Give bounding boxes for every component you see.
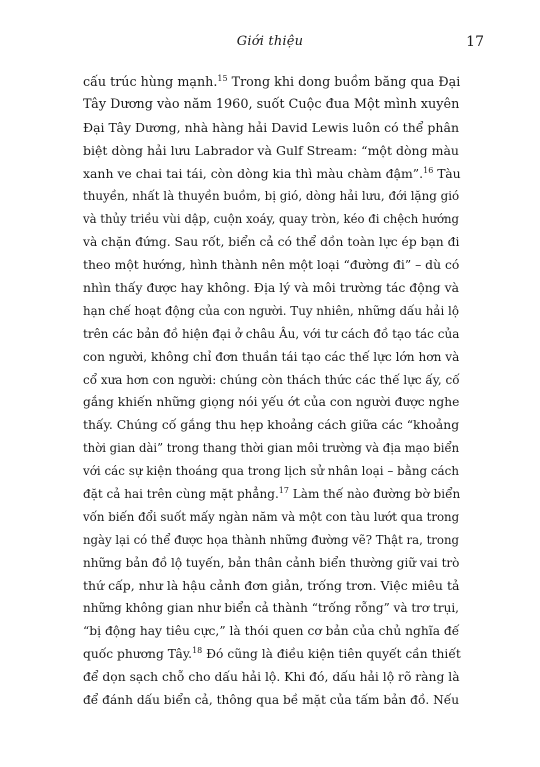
text-line-main: và chặn đứng. Sau rốt, biển cả có thể dồn toàn lực ép bạn đi <box>83 235 460 250</box>
body-text <box>83 71 459 712</box>
text-line <box>83 163 459 186</box>
text-line <box>83 94 459 117</box>
text-line <box>83 552 459 575</box>
text-line-main: vốn biến đổi suốt mấy ngàn năm và một con tàu lướt qua trong <box>83 509 460 524</box>
footnote-ref: 18 <box>192 646 203 656</box>
text-line <box>83 529 459 552</box>
chapter-title: Giới thiệu <box>236 34 304 49</box>
text-line <box>83 437 459 460</box>
text-line-main: xanh ve chai tai tái, còn dòng kia thì màu chàm đậm”. <box>83 165 424 181</box>
text-line-main: theo một hướng, hình thành nên một loại “đường đi” – dù có <box>83 258 460 273</box>
text-line-main: hạn chế hoạt động của con người. Tuy nhiên, những dấu hải lộ <box>83 303 459 318</box>
text-line <box>83 369 459 392</box>
text-line <box>83 185 459 208</box>
text-line-main: ngày lại có thể được họa thành những đường vẽ? Thật ra, trong <box>83 532 459 547</box>
text-line <box>83 117 459 140</box>
text-line-main: con người, không chỉ đơn thuần tái tạo các thế lực lớn hơn và <box>83 349 460 364</box>
text-line-main: thấy. Chúng cố gắng thu hẹp khoảng cách giữa các “khoảng <box>83 418 460 433</box>
text-line-main: thời gian dài” trong thang thời gian môi trường và địa mạo biển <box>83 441 460 456</box>
text-line <box>83 140 459 163</box>
text-line-main: quốc phương Tây. <box>83 647 193 662</box>
text-line-main: để đánh dấu biển cả, thông qua bề mặt của tấm bản đồ. Nếu <box>83 693 460 708</box>
text-line-main: gắng khiến những giọng nói yếu ớt của con người được nghe <box>83 395 460 410</box>
text-line-main: thuyền, nhất là thuyền buồm, bị gió, dòng hải lưu, đới lặng gió <box>83 189 460 204</box>
text-line <box>83 506 459 529</box>
text-line <box>83 597 459 620</box>
text-line <box>83 643 459 666</box>
footnote-ref: 16 <box>423 165 434 175</box>
text-line-main: để dọn sạch chỗ cho dấu hải lộ. Khi đó, dấu hải lộ rõ ràng là <box>83 670 460 685</box>
text-line-main: cổ xưa hơn con người: chúng còn thách thức các thế lực ấy, cố <box>83 372 460 387</box>
text-line-main: “bị động hay tiêu cực,” là thói quen cơ bản của chủ nghĩa đế <box>83 624 460 639</box>
running-head <box>0 34 540 54</box>
text-line <box>83 689 459 712</box>
text-line-main: cấu trúc hùng mạnh. <box>83 74 218 89</box>
text-line <box>83 208 459 231</box>
text-line <box>83 231 459 254</box>
text-line-rest: Trong khi dong buồm băng qua Đại <box>227 74 461 89</box>
text-line <box>83 391 459 414</box>
text-line <box>83 71 459 94</box>
text-line-main: biệt dòng hải lưu Labrador và Gulf Stream: “một dòng màu <box>83 142 459 158</box>
text-line-main: đặt cả hai trên cùng mặt phẳng. <box>83 487 279 502</box>
text-line <box>83 277 459 300</box>
text-line <box>83 254 459 277</box>
text-line-rest: Tàu <box>433 165 461 181</box>
text-line-main: nhìn thấy được hay không. Địa lý và môi trường tác động và <box>83 280 459 296</box>
text-line-main: những không gian như biển cả thành “trống rỗng” và trơ trụi, <box>83 601 459 616</box>
text-line <box>83 323 459 346</box>
text-line <box>83 620 459 643</box>
text-line <box>83 460 459 483</box>
text-line-main: Đại Tây Dương, nhà hàng hải David Lewis luôn có thể phân <box>83 119 459 135</box>
text-line-main: Tây Dương vào năm 1960, suốt Cuộc đua Một mình xuyên <box>83 96 460 112</box>
text-line-main: trên các bản đồ hiện đại ở châu Âu, với tư cách đồ tạo tác của <box>83 326 460 341</box>
text-line-main: thứ cấp, như là hậu cảnh đơn giản, trống trơn. Việc miêu tả <box>83 577 460 593</box>
text-line <box>83 483 459 506</box>
text-line-rest: Làm thế nào đường bờ biển <box>288 487 461 502</box>
footnote-ref: 17 <box>278 486 289 496</box>
text-line-rest: Đó cũng là điều kiện tiên quyết cần thiết <box>202 647 461 662</box>
footnote-ref: 15 <box>217 73 228 83</box>
text-line <box>83 414 459 437</box>
text-line <box>83 666 459 689</box>
text-line-main: và thủy triều vùi dập, cuộn xoáy, quay tròn, kéo đi chệch hướng <box>83 212 459 227</box>
text-line <box>83 575 459 598</box>
text-line-main: với các sự kiện thoáng qua trong lịch sử nhân loại – bằng cách <box>83 464 459 479</box>
text-line-main: những bản đồ lộ tuyến, bản thân cảnh biển thường giữ vai trò <box>83 555 460 570</box>
page-number: 17 <box>466 34 484 50</box>
text-line <box>83 300 459 323</box>
text-line <box>83 346 459 369</box>
